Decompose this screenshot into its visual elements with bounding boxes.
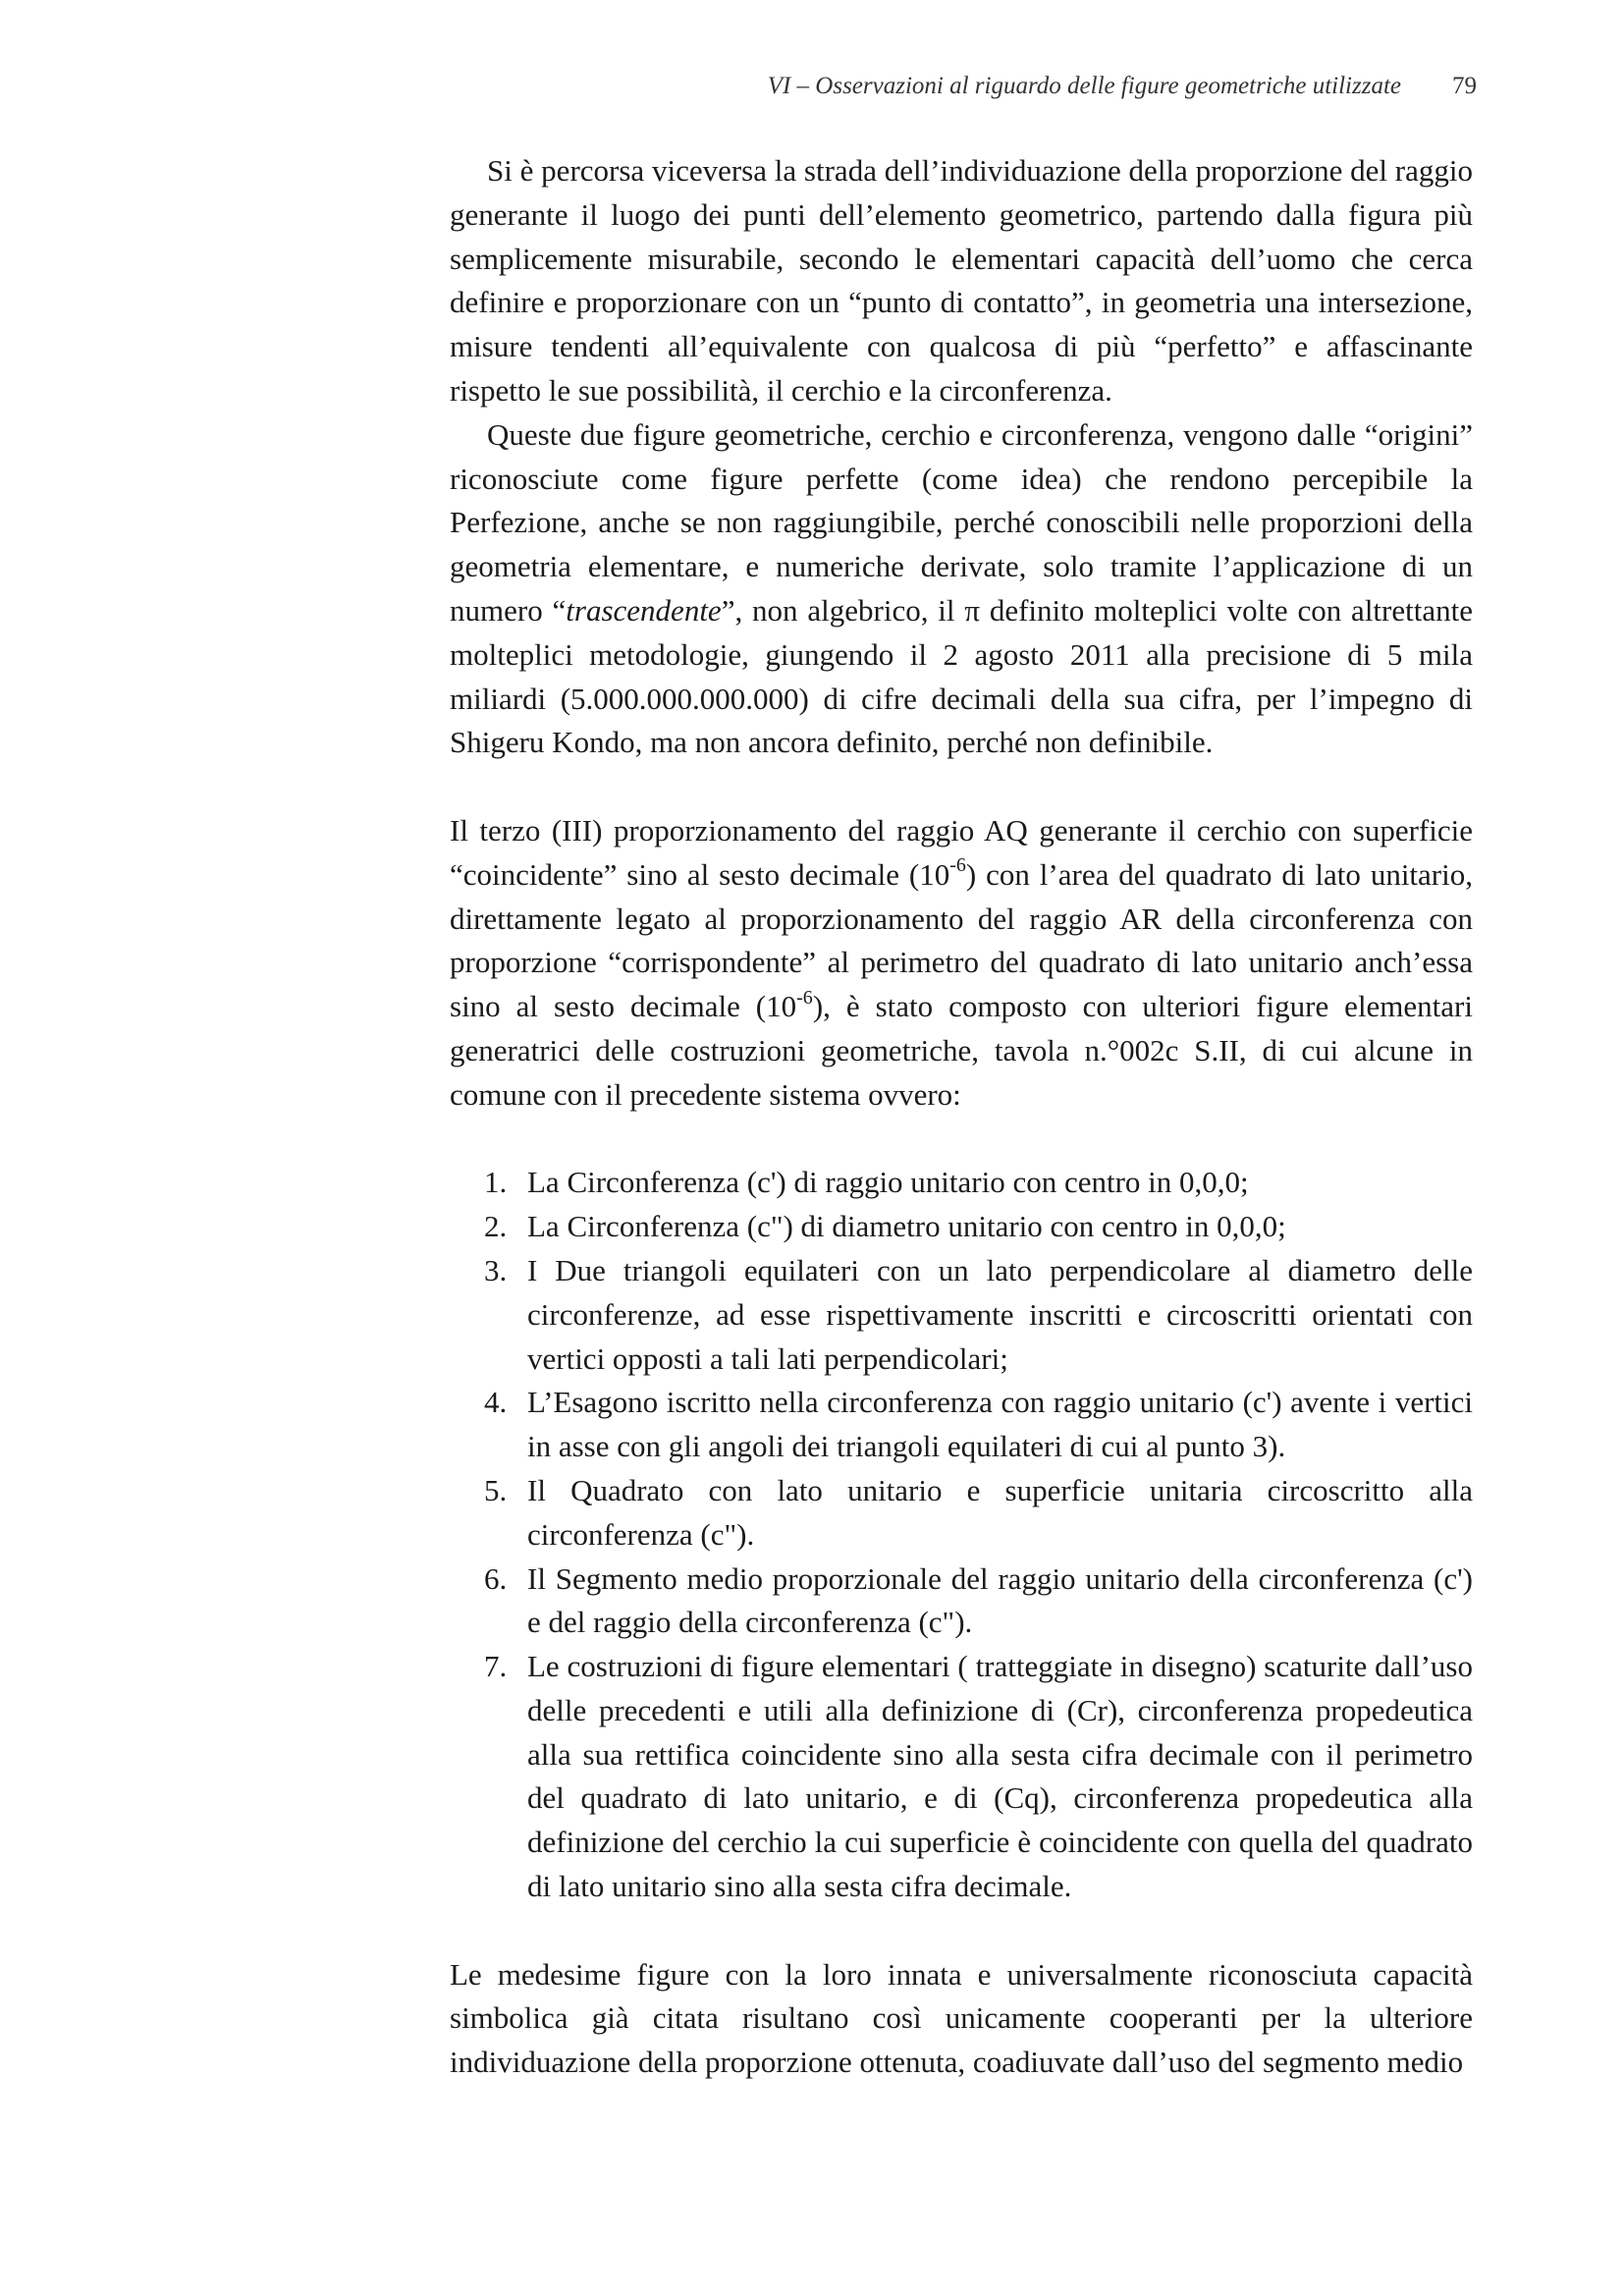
page-number: 79 <box>1452 73 1477 99</box>
chapter-title: VI – Osservazioni al riguardo delle figure geometriche utilizzate <box>767 73 1401 99</box>
body-text <box>450 149 1473 2085</box>
paragraph-3-part-2: ) con l’area del quadrato di lato unitario, direttamente legato al proporzionamento del raggio AR della circonferenza con proporzione “corrispondente” al perimetro del quadrato di lato unitario anch’essa sino al sesto decimale (10 <box>450 856 1473 1024</box>
numbered-list <box>450 1161 1473 1909</box>
paragraph-2 <box>450 413 1473 765</box>
list-item <box>450 1645 1473 1909</box>
paragraph-4: Le medesime figure con la loro innata e universalmente riconosciuta capacità simbolica già citata risultano così unicamente cooperanti per la ulteriore individuazione della proporzione ottenuta, coadiuvate dall’uso del segmento medio <box>450 1956 1473 2080</box>
paragraph-2-text-before: Queste due figure geometriche, cerchio e circonferenza, vengono dalle “origini” riconosciute come figure perfette (come idea) che rendono percepibile la Perfezione, anche se non raggiungibile, perché conoscibili nelle proporzioni della geometria elementare, e numeriche derivate, solo tramite l’applicazione di un numero “ <box>450 416 1473 628</box>
list-item-number: 5. <box>484 1472 508 1507</box>
list-item-text: Il Quadrato con lato unitario e superficie unitaria circoscritto alla circonferenza (c"). <box>527 1472 1473 1552</box>
list-item-number: 3. <box>484 1252 508 1287</box>
list-item <box>450 1558 1473 1646</box>
list-item-text: L’Esagono iscritto nella circonferenza con raggio unitario (c') avente i vertici in asse con gli angoli dei triangoli equilateri di cui al punto 3). <box>527 1385 1473 1464</box>
paragraph-2-emphasis: trascendente <box>566 592 722 628</box>
list-item-text: La Circonferenza (c") di diametro unitario con centro in 0,0,0; <box>527 1209 1286 1244</box>
list-item-text: Le costruzioni di figure elementari ( tratteggiate in disegno) scaturite dall’uso delle precedenti e utili alla definizione di (Cr), circonferenza propedeutica alla sua rettifica coincidente sino alla sesta cifra decimale con il perimetro del quadrato di lato unitario, e di (Cq), circonferenza propedeutica alla definizione del cerchio la cui superficie è coincidente con quella del quadrato di lato unitario sino alla sesta cifra decimale. <box>527 1649 1473 1904</box>
list-item-number: 2. <box>484 1209 508 1244</box>
list-item-text: I Due triangoli equilateri con un lato perpendicolare al diametro delle circonferenze, ad esse rispettivamente inscritti e circoscritti orientati con vertici opposti a tali lati perpendicolari; <box>527 1252 1473 1376</box>
list-item-number: 7. <box>484 1649 508 1684</box>
paragraph-1: Si è percorsa viceversa la strada dell’individuazione della proporzione del raggio generante il luogo dei punti dell’elemento geometrico, partendo dalla figura più semplicemente misurabile, secondo le elementari capacità dell’uomo che cerca definire e proporzionare con un “punto di contatto”, in geometria una intersezione, misure tendenti all’equivalente con qualcosa di più “perfetto” e affascinante rispetto le sue possibilità, il cerchio e la circonferenza. <box>450 153 1473 408</box>
paragraph-3-part-1: Il terzo (III) proporzionamento del raggio AQ generante il cerchio con superficie “coincidente” sino al sesto decimale (10 <box>450 812 1473 892</box>
paragraph-spacer <box>450 1118 1473 1162</box>
superscript-exponent-1: -6 <box>949 854 966 877</box>
list-item <box>450 1381 1473 1469</box>
paragraph-3 <box>450 809 1473 1118</box>
paragraph-spacer <box>450 1909 1473 1953</box>
list-item-number: 6. <box>484 1560 508 1596</box>
list-item-number: 1. <box>484 1165 508 1200</box>
list-item <box>450 1205 1473 1249</box>
superscript-exponent-2: -6 <box>796 986 813 1009</box>
running-header <box>452 71 1477 102</box>
list-item-text: La Circonferenza (c') di raggio unitario con centro in 0,0,0; <box>527 1165 1249 1200</box>
list-item-text: Il Segmento medio proporzionale del raggio unitario della circonferenza (c') e del raggio della circonferenza (c"). <box>527 1560 1473 1640</box>
paragraph-spacer <box>450 765 1473 809</box>
list-item <box>450 1469 1473 1558</box>
list-item <box>450 1249 1473 1381</box>
paragraph-3-part-3: ), è stato composto con ulteriori figure elementari generatrici delle costruzioni geometriche, tavola n.°002c S.II, di cui alcune in comune con il precedente sistema ovvero: <box>450 989 1473 1112</box>
list-item <box>450 1161 1473 1205</box>
paragraph-2-text-after: ”, non algebrico, il π definito molteplici volte con altrettante molteplici metodologie, giungendo il 2 agosto 2011 alla precisione di 5 mila miliardi (5.000.000.000.000) di cifre decimali della sua cifra, per l’impegno di Shigeru Kondo, ma non ancora definito, perché non definibile. <box>450 592 1473 760</box>
list-item-number: 4. <box>484 1385 508 1420</box>
